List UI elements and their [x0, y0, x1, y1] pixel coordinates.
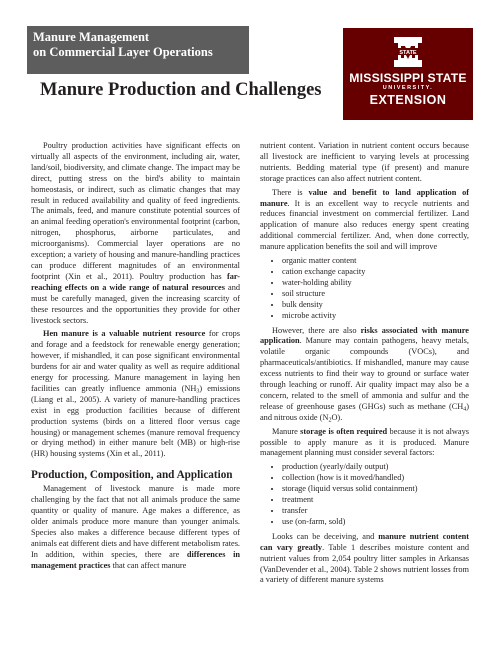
hen-manure-paragraph: Hen manure is a valuable nutrient resource for crops and forage and a feedstock for renewable energy generation; however, if mishandled, it can pose significant environmental burdens for air and water quality as well as require additional energy for processing. Manure management in laying hen facilities can greatly influence ammonia $(NH_3)$ emissions (Liang et al., 2005). A variety of manure-handling practices exist in egg production facilities because of different production systems (birds on a littered floor versus cage housing) or management schemes (manure removal frequency or drying method) in either manure belt (MB) or high-rise (HR) housing systems (Xin et al., 2011).	[31, 329, 241, 459]
list-item: • transfer	[282, 506, 469, 517]
msu-seal-icon	[391, 34, 425, 70]
list-item: • production (yearly/daily output)	[282, 462, 469, 473]
list-item: • organic matter content	[282, 256, 469, 267]
risks-paragraph: However, there are also risks associated with manure application. Manure may contain pathogens, heavy metals, volatile organic compounds (VOCs), and pharmaceuticals/antibiotics. If mishandled, manure may cause excess nutrients to find their way to ground or surface water through leaching or runoff. Air quality impact may also be a concern, related to the smell of ammonia and sulfur and the release of greenhouse gases (GHGs) such as methane $(CH_4)$ and nitrous oxide $(N_2O)$.	[260, 325, 469, 424]
list-item: • use (on-farm, sold)	[282, 517, 469, 528]
benefits-list	[260, 256, 469, 321]
nutrient-variation-paragraph: Looks can be deceiving, and manure nutrient content can vary greatly. Table 1 describes moisture content and nutrient values from 2,054 poultry litter samples in Arkansas (VanDevender et al., 2004). Table 2 shows nutrient losses from a variety of different manure systems	[260, 531, 469, 585]
intro-paragraph: Poultry production activities have significant effects on virtually all aspects of the environment, including air, water, land/soil, biodiversity, and climate change. The impact may be direct, putting stress on the bird's ability to maintain homeostasis, or indirect, such as climatic changes that may result in reduced availability and quality of feed ingredients. The animals, feed, and manure constitute potential sources of an animal feeding operation's environmental footprint (carbon, nitrogen, phosphorus, airborne particulates, and microorganisms). Commercial layer operations are no exception; a variety of housing and manure-handling practices can produce different magnitudes of an environmental footprint (Xin et al., 2011). Poultry production has far-reaching effects on a wide range of natural resources and must be carefully managed, given the increasing scarcity of these resources and the opportunities they provide for other livestock sectors.	[31, 141, 240, 325]
list-item: • collection (how is it moved/handled)	[282, 473, 469, 484]
nutrient-paragraph: nutrient content. Variation in nutrient content occurs because all livestock are inefficient to varying levels at processing nutrients. Bedding material type (if present) and manure storage practices can also affect nutrient content.	[260, 141, 469, 183]
series-title-box	[27, 26, 249, 74]
land-application-paragraph: There is value and benefit to land application of manure. It is an excellent way to recycle nutrients and reduces financial investment on commercial fertilizer. Land application of manure also reduces energy spent creating additional commercial fertilizer. And, when done correctly, manure application benefits the soil and will improve	[260, 187, 469, 252]
msu-extension-logo[interactable]	[343, 28, 473, 120]
management-paragraph: Management of livestock manure is made more challenging by the fact that not all animals produce the same quantity or quality of manure. Age makes a difference, as older animals produce more manure than younger animals. Species also makes a difference because different types of animals eat different diets and have different metabolism rates. In addition, within species, there are differences in management practices that can affect manure	[31, 484, 241, 570]
storage-paragraph: Manure storage is often required because it is not always possible to apply manure as it is produced. Manure management planning must consider several factors:	[260, 426, 469, 458]
list-item: • bulk density	[282, 300, 469, 311]
logo-university-word: UNIVERSITY.	[382, 85, 434, 91]
logo-extension: EXTENSION	[369, 93, 447, 107]
section-heading: Production, Composition, and Application	[31, 469, 233, 482]
list-item: • soil structure	[282, 289, 469, 300]
page-title: Manure Production and Challenges	[40, 80, 322, 100]
right-column	[260, 141, 469, 589]
factors-list	[260, 462, 469, 527]
list-item: • microbe activity	[282, 311, 469, 322]
series-title-line1: Manure Management	[33, 30, 150, 44]
series-title-line2: on Commercial Layer Operations	[33, 45, 213, 59]
list-item: • cation exchange capacity	[282, 267, 469, 278]
list-item: • water-holding ability	[282, 278, 469, 289]
logo-university-name: MISSISSIPPI STATE	[349, 71, 467, 85]
left-column	[31, 141, 240, 575]
list-item: • treatment	[282, 495, 469, 506]
list-item: • storage (liquid versus solid containment)	[282, 484, 469, 495]
seal-text: STATE	[399, 49, 417, 56]
